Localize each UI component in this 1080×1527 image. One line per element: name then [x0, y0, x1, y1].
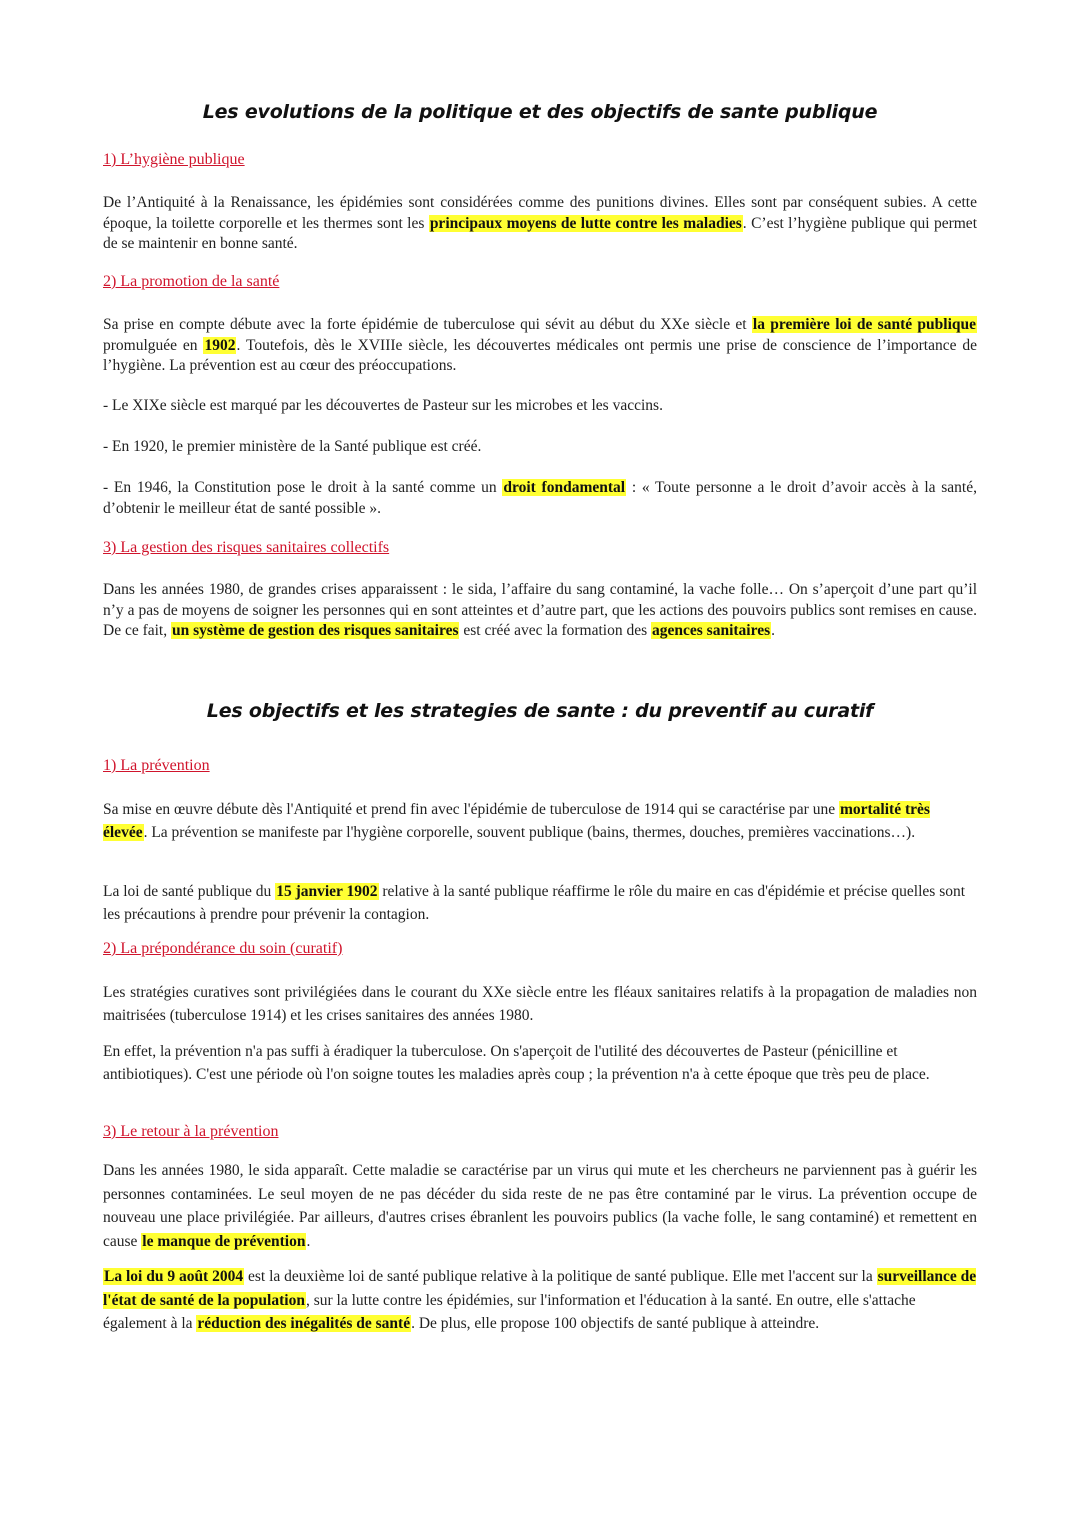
- paragraph-gestion-risques: Dans les années 1980, de grandes crises apparaissent : le sida, l’affaire du sang contaminé, la vache folle… On s’aperçoit d’une part qu’il n’y a pas de moyens de soigner les personnes qui en sont atteintes et d’autre part, que les actions des pouvoirs publics sont remises en cause. De ce fait, un système de gestion des risques sanitaires est créé avec la formation des agences sanitaires.: [103, 581, 977, 639]
- paragraph-pasteur-antibiotiques: En effet, la prévention n'a pas suffi à éradiquer la tuberculose. On s'aperçoit de l'utilité des découvertes de Pasteur (pénicilline et antibiotiques). C'est une période où l'on soigne toutes les maladies après coup ; la prévention n'a à cette époque que très peu de place.: [103, 1043, 930, 1083]
- paragraph-constitution: - En 1946, la Constitution pose le droit à la santé comme un droit fondamental : « Toute personne a le droit d’avoir accès à la santé, d’obtenir le meilleur état de santé possible ».: [103, 479, 977, 517]
- highlight: surveillance de l'état de santé de la population: [103, 1268, 977, 1309]
- highlight: 15 janvier 1902: [276, 883, 378, 900]
- heading-retour-prevention: 3) Le retour à la prévention: [103, 1123, 279, 1140]
- highlight: réduction des inégalités de santé: [197, 1315, 411, 1332]
- heading-hygiene-publique: 1) L’hygiène publique: [103, 151, 245, 168]
- paragraph-loi-1902: La loi de santé publique du 15 janvier 1902 relative à la santé publique réaffirme le rôle du maire en cas d'épidémie et précise quelles sont les précautions à prendre pour prévenir la contagion.: [103, 883, 966, 923]
- paragraph-prevention: Sa mise en œuvre débute dès l'Antiquité et prend fin avec l'épidémie de tuberculose de 1914 qui se caractérise par une mortalité très élevée. La prévention se manifeste par l'hygiène corporelle, souvent publique (bains, thermes, douches, premières vaccinations…).: [103, 801, 930, 841]
- section-title-2: Les objectifs et les strategies de sante : du preventif au curatif: [206, 700, 874, 722]
- paragraph-pasteur: - Le XIXe siècle est marqué par les découvertes de Pasteur sur les microbes et les vaccins.: [103, 397, 663, 414]
- paragraph-curatif: Les stratégies curatives sont privilégiées dans le courant du XXe siècle entre les fléaux sanitaires relatifs à la propagation de maladies non maitrisées (tuberculose 1914) et les crises sanitaires des années 1980.: [103, 984, 977, 1024]
- highlight: principaux moyens de lutte contre les maladies: [429, 214, 742, 232]
- section-title-1: Les evolutions de la politique et des objectifs de sante publique: [202, 101, 878, 123]
- highlight: agences sanitaires: [652, 622, 771, 639]
- highlight: la première loi de santé publique: [752, 316, 976, 333]
- paragraph-ministere: - En 1920, le premier ministère de la Santé publique est créé.: [103, 438, 482, 455]
- paragraph-promotion: Sa prise en compte débute avec la forte épidémie de tuberculose qui sévit au début du XXe siècle et la première loi de santé publique promulguée en 1902. Toutefois, dès le XVIIIe siècle, les découvertes médicales ont permis une prise de conscience de l’importance de l’hygiène. La prévention est au cœur des préoccupations.: [103, 316, 977, 374]
- heading-prevention: 1) La prévention: [103, 757, 210, 774]
- highlight: mortalité très élevée: [103, 801, 930, 841]
- highlight: droit fondamental: [503, 479, 626, 496]
- heading-gestion-risques: 3) La gestion des risques sanitaires collectifs: [103, 539, 390, 556]
- highlight: un système de gestion des risques sanitaires: [172, 622, 459, 639]
- paragraph-loi-2004: La loi du 9 août 2004 est la deuxième loi de santé publique relative à la politique de santé publique. Elle met l'accent sur la surveillance de l'état de santé de la population, sur la lutte contre les épidémies, sur l'information et l'éducation à la santé. En outre, elle s'attache également à la réduction des inégalités de santé. De plus, elle propose 100 objectifs de santé publique à atteindre.: [103, 1268, 977, 1332]
- highlight: le manque de prévention: [142, 1232, 306, 1250]
- highlight: 1902: [204, 336, 236, 354]
- paragraph-sida: Dans les années 1980, le sida apparaît. Cette maladie se caractérise par un virus qui mute et les chercheurs ne parviennent pas à guérir les personnes contaminées. Le seul moyen de ne pas décéder du sida reste de ne pas être contaminé par le virus. La prévention occupe de nouveau une place privilégiée. Par ailleurs, d'autres crises ébranlent les pouvoirs publics (la vache folle, le sang contaminé) et remettent en cause le manque de prévention.: [103, 1162, 977, 1250]
- heading-promotion-sante: 2) La promotion de la santé: [103, 273, 280, 290]
- paragraph-hygiene: De l’Antiquité à la Renaissance, les épidémies sont considérées comme des punitions divines. Elles sont par conséquent subies. A cette époque, la toilette corporelle et les thermes sont les principaux moyens de lutte contre les maladies. C’est l’hygiène publique qui permet de se maintenir en bonne santé.: [103, 194, 977, 252]
- heading-preponderance-soin: 2) La prépondérance du soin (curatif): [103, 940, 343, 957]
- highlight: La loi du 9 août 2004: [104, 1268, 244, 1285]
